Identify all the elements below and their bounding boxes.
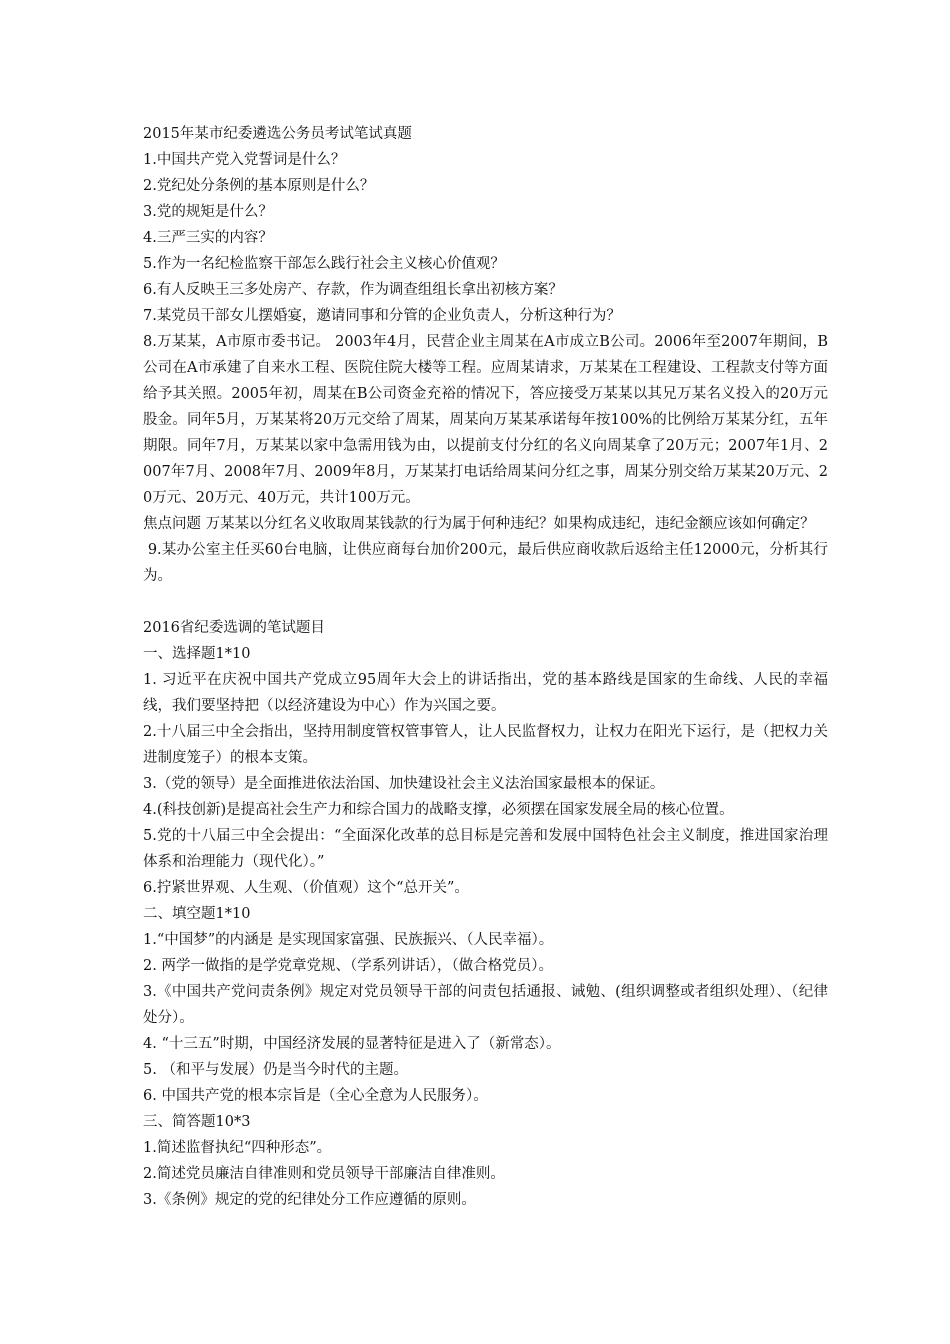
question-8-case: 8.万某某，A市原市委书记。 2003年4月，民营企业主周某在A市成立B公司。2006年至2007年期间，B公司在A市承建了自来水工程、医院住院大楼等工程。应周某请求，万某某在工程建设、工程款支付等方面给予其关照。2005年初，周某在B公司资金充裕的情况下，答应接受万某某以其兄万某名义投入的20万元股金。同年5月，万某某将20万元交给了周某，周某向万某某承诺每年按100%的比例给万某某分红，五年期限。同年7月，万某某以家中急需用钱为由，以提前支付分红的名义向周某拿了20万元；2007年1月、2007年7月、2008年7月、2009年8月，万某某打电话给周某问分红之事，周某分别交给万某某20万元、20万元、20万元、40万元，共计100万元。 bbox=[143, 334, 828, 506]
list-item: 5.党的十八届三中全会提出：“全面深化改革的总目标是完善和发展中国特色社会主义制度，推进国家治理体系和治理能力（现代化）。” bbox=[143, 828, 828, 870]
list-item: 6.拧紧世界观、人生观、（价值观）这个“总开关”。 bbox=[143, 880, 469, 896]
question-4: 4.三严三实的内容？ bbox=[143, 230, 273, 246]
list-item: 6. 中国共产党的根本宗旨是（全心全意为人民服务）。 bbox=[143, 1088, 488, 1104]
list-item: 1.“中国梦”的内涵是 是实现国家富强、民族振兴、（人民幸福）。 bbox=[143, 932, 554, 948]
document-page bbox=[143, 121, 828, 1213]
list-item: 2.简述党员廉洁自律准则和党员领导干部廉洁自律准则。 bbox=[143, 1166, 505, 1182]
list-item: 3.《条例》规定的党的纪律处分工作应遵循的原则。 bbox=[143, 1192, 476, 1208]
part-heading: 三、简答题10*3 bbox=[143, 1114, 251, 1130]
focus-question: 焦点问题 万某某以分红名义收取周某钱款的行为属于何种违纪？如果构成违纪，违纪金额应该如何确定？ bbox=[143, 516, 815, 532]
question-5: 5.作为一名纪检监察干部怎么践行社会主义核心价值观？ bbox=[143, 256, 505, 272]
section-spacer bbox=[143, 589, 828, 615]
section-title: 2015年某市纪委遴选公务员考试笔试真题 bbox=[143, 126, 412, 142]
list-item: 3.《中国共产党问责条例》规定对党员领导干部的问责包括通报、诫勉、(组织调整或者组织处理）、（纪律处分）。 bbox=[143, 984, 828, 1026]
question-7: 7.某党员干部女儿摆婚宴，邀请同事和分管的企业负责人，分析这种行为？ bbox=[143, 308, 621, 324]
question-9: 9.某办公室主任买60台电脑，让供应商每台加价200元，最后供应商收款后返给主任12000元，分析其行为。 bbox=[143, 542, 829, 584]
question-2: 2.党纪处分条例的基本原则是什么？ bbox=[143, 178, 375, 194]
list-item: 3.（党的领导）是全面推进依法治国、加快建设社会主义法治国家最根本的保证。 bbox=[143, 776, 665, 792]
list-item: 2. 两学一做指的是学党章党规、（学系列讲话），（做合格党员）。 bbox=[143, 958, 553, 974]
part-heading: 一、选择题1*10 bbox=[143, 646, 251, 662]
question-6: 6.有人反映王三多处房产、存款，作为调查组组长拿出初核方案？ bbox=[143, 282, 563, 298]
part-heading: 二、填空题1*10 bbox=[143, 906, 251, 922]
section-title: 2016省纪委选调的笔试题目 bbox=[143, 620, 325, 636]
question-1: 1.中国共产党入党誓词是什么？ bbox=[143, 152, 346, 168]
list-item: 2.十八届三中全会指出，坚持用制度管权管事管人，让人民监督权力，让权力在阳光下运行，是（把权力关进制度笼子）的根本支策。 bbox=[143, 724, 828, 766]
list-item: 4.(科技创新)是提高社会生产力和综合国力的战略支撑，必须摆在国家发展全局的核心位置。 bbox=[143, 802, 734, 818]
list-item: 4. “十三五”时期，中国经济发展的显著特征是进入了（新常态）。 bbox=[143, 1036, 561, 1052]
question-3: 3.党的规矩是什么？ bbox=[143, 204, 273, 220]
list-item: 1.简述监督执纪“四种形态”。 bbox=[143, 1140, 332, 1156]
list-item: 5. （和平与发展）仍是当今时代的主题。 bbox=[143, 1062, 408, 1078]
list-item: 1. 习近平在庆祝中国共产党成立95周年大会上的讲话指出，党的基本路线是国家的生命线、人民的幸福线，我们要坚持把（以经济建设为中心）作为兴国之要。 bbox=[143, 672, 828, 714]
